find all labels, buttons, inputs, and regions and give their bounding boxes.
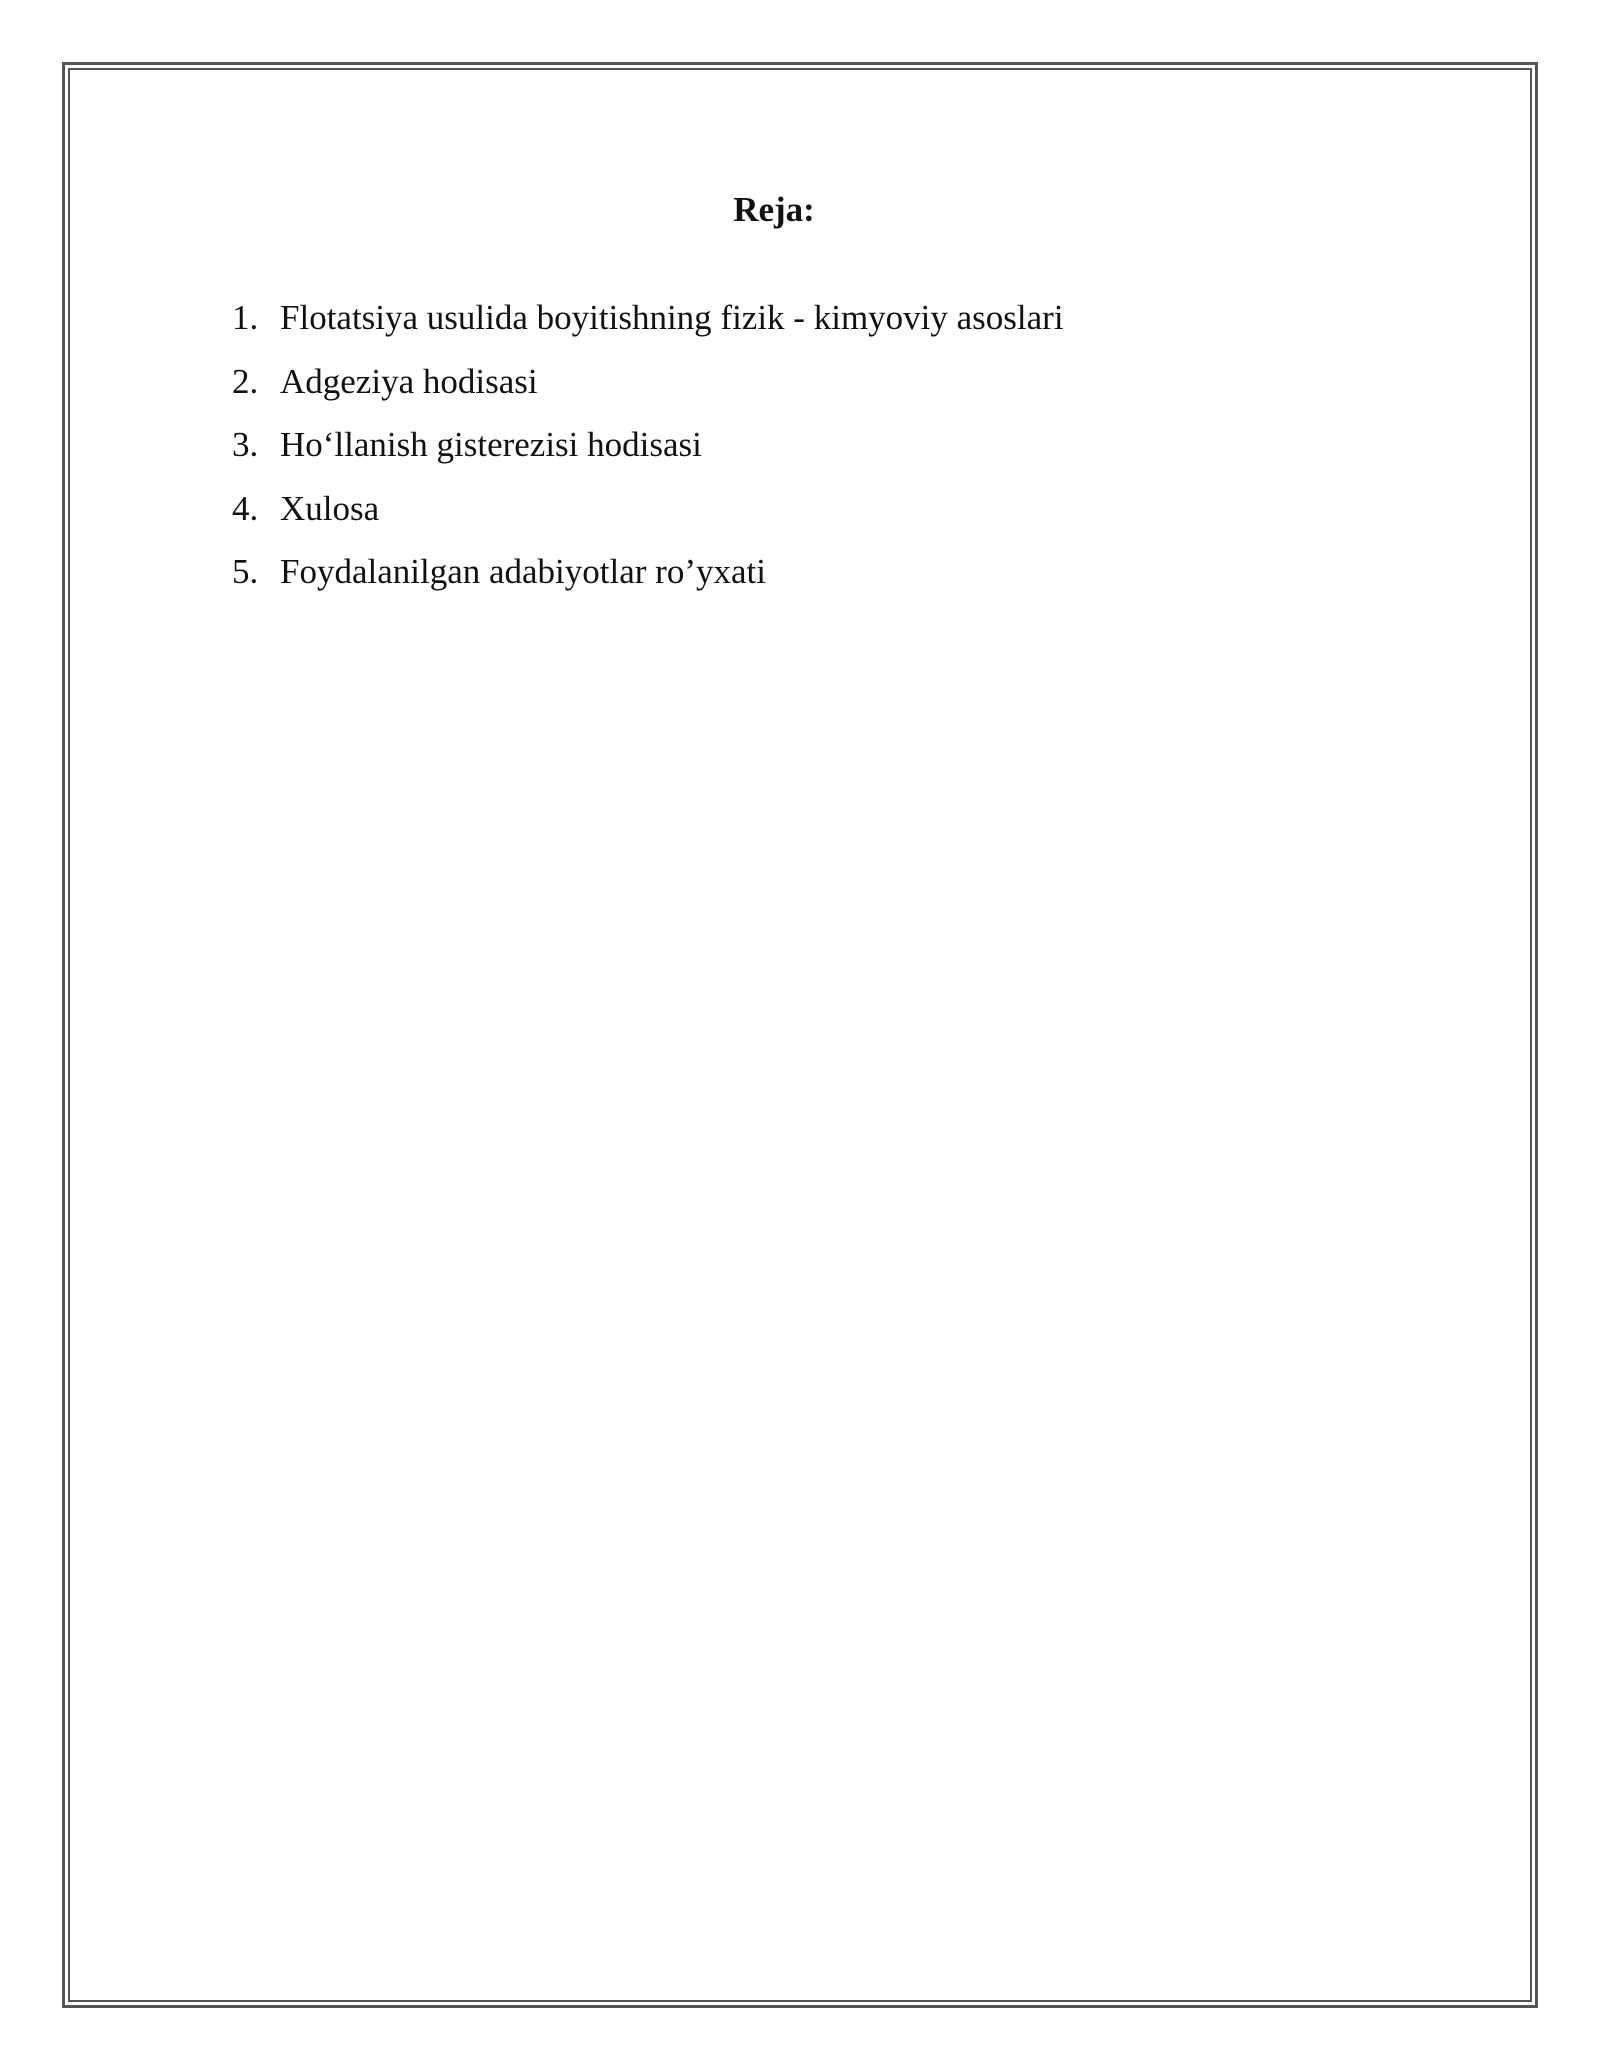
list-item: [232, 485, 1064, 549]
list-item-number: 1.: [232, 298, 259, 337]
list-item-number: 2.: [232, 361, 259, 401]
list-item-text: Flotatsiya usulida boyitishning fizik - kimyoviy asoslari: [280, 298, 1064, 337]
list-item: [232, 358, 1064, 422]
list-item: [232, 548, 1064, 612]
list-item-text: Adgeziya hodisasi: [280, 361, 538, 401]
list-item-number: 3.: [232, 425, 259, 464]
list-item-number: 4.: [232, 488, 259, 528]
list-item-text: Foydalanilgan adabiyotlar ro’yxati: [280, 552, 766, 591]
page-title: Reja:: [733, 190, 815, 229]
list-item: [232, 294, 1064, 358]
plan-list: [232, 294, 1064, 612]
list-item-text: Ho‘llanish gisterezisi hodisasi: [280, 425, 702, 464]
list-item-text: Xulosa: [280, 488, 380, 528]
list-item-number: 5.: [232, 552, 259, 591]
list-item: [232, 421, 1064, 485]
